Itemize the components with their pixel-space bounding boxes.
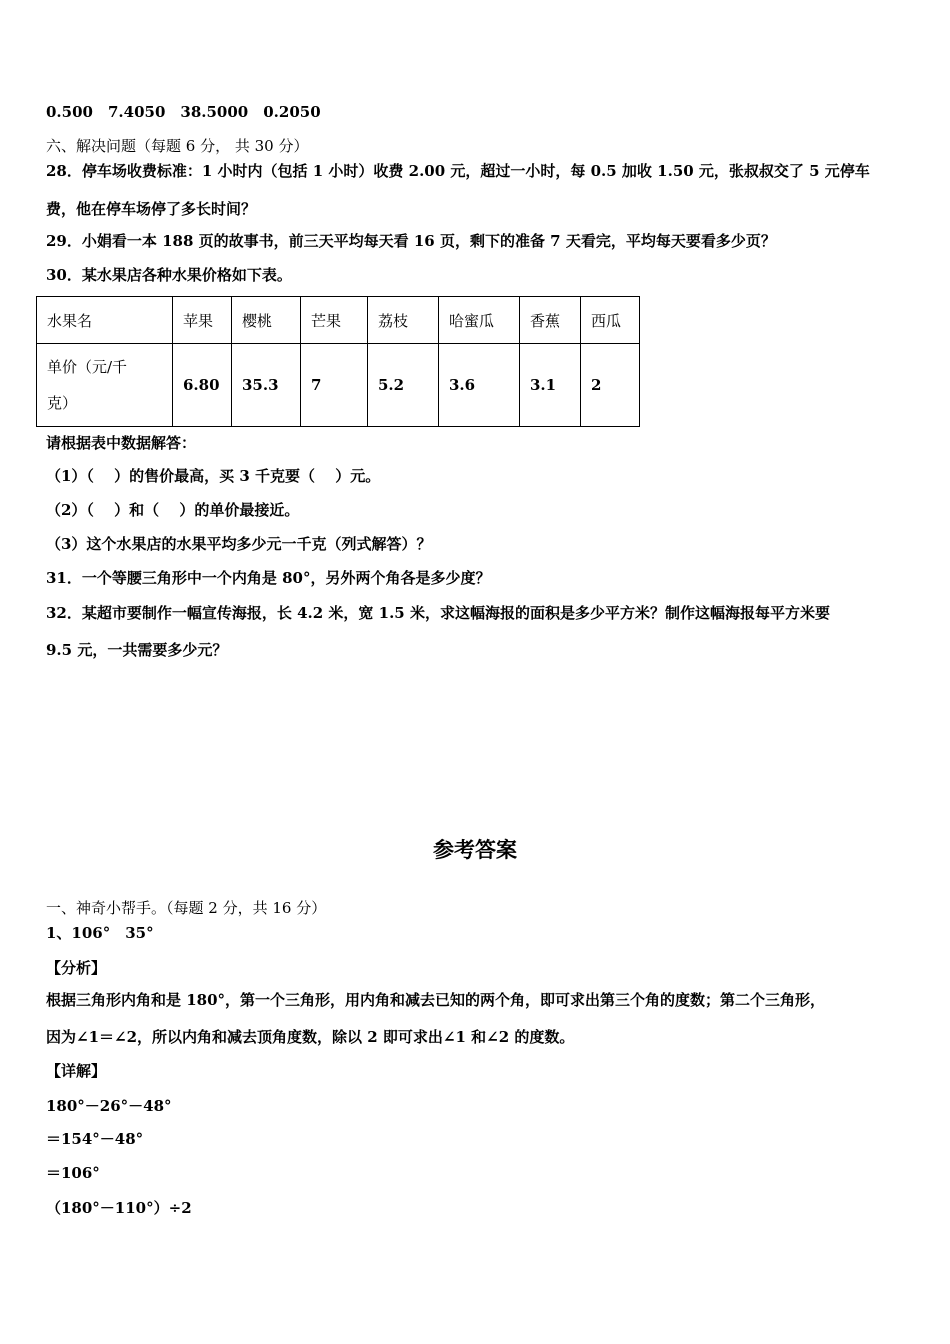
price-cell: 3.6 — [439, 344, 520, 427]
table-price-row — [37, 344, 640, 427]
question-32-line1: 32．某超市要制作一幅宣传海报，长 4.2 米，宽 1.5 米，求这幅海报的面积是多少平方米？制作这幅海报每平方米要 — [46, 604, 830, 622]
question-30: 30．某水果店各种水果价格如下表。 — [46, 266, 292, 284]
detail-label: 【详解】 — [46, 1062, 107, 1080]
calc-line1: 180°－26°－48° — [46, 1097, 172, 1115]
section-1-heading: 一、神奇小帮手。（每题 2 分，共 16 分） — [46, 899, 327, 917]
table-header-cell: 苹果 — [173, 297, 232, 344]
analysis-label: 【分析】 — [46, 959, 107, 977]
price-cell: 2 — [581, 344, 640, 427]
calc-line3: ＝106° — [46, 1164, 100, 1182]
table-header-cell: 哈蜜瓜 — [439, 297, 520, 344]
question-31: 31．一个等腰三角形中一个内角是 80°，另外两个角各是多少度？ — [46, 569, 491, 587]
answer-key-title: 参考答案 — [433, 838, 517, 862]
unit-price-label-line2: 克） — [47, 394, 78, 412]
calc-line2: ＝154°－48° — [46, 1130, 144, 1148]
price-cell: 5.2 — [368, 344, 439, 427]
table-header-cell: 樱桃 — [232, 297, 301, 344]
table-header-cell: 香蕉 — [520, 297, 581, 344]
question-28-line1: 28．停车场收费标准：1 小时内（包括 1 小时）收费 2.00 元，超过一小时，每 0.5 加收 1.50 元，张叔叔交了 5 元停车 — [46, 162, 870, 180]
section-6-heading: 六、解决问题（每题 6 分， 共 30 分） — [46, 137, 309, 155]
table-header-cell: 水果名 — [37, 297, 173, 344]
analysis-line1: 根据三角形内角和是 180°，第一个三角形，用内角和减去已知的两个角，即可求出第三个角的度数；第二个三角形， — [46, 991, 826, 1009]
unit-price-label-line1: 单价（元/千 — [47, 358, 128, 376]
question-28-line2: 费，他在停车场停了多长时间？ — [46, 200, 257, 218]
analysis-line2: 因为∠1＝∠2，所以内角和减去顶角度数，除以 2 即可求出∠1 和∠2 的度数。 — [46, 1028, 575, 1046]
unit-price-label — [37, 344, 173, 427]
table-header-cell: 荔枝 — [368, 297, 439, 344]
previous-answers: 0.500 7.4050 38.5000 0.2050 — [46, 103, 321, 121]
table-header-row — [37, 297, 640, 344]
table-instruction: 请根据表中数据解答： — [46, 434, 197, 452]
table-header-cell: 芒果 — [301, 297, 368, 344]
price-cell: 6.80 — [173, 344, 232, 427]
fruit-price-table — [36, 296, 640, 427]
price-cell: 35.3 — [232, 344, 301, 427]
table-header-cell: 西瓜 — [581, 297, 640, 344]
question-30-part3: （3）这个水果店的水果平均多少元一千克（列式解答）？ — [46, 535, 432, 553]
question-30-part1: （1）（ ）的售价最高，买 3 千克要（ ）元。 — [46, 467, 381, 485]
answer-1: 1、106° 35° — [46, 924, 154, 942]
price-cell: 7 — [301, 344, 368, 427]
question-30-part2: （2）（ ）和（ ）的单价最接近。 — [46, 501, 300, 519]
calc-line4: （180°－110°）÷2 — [46, 1199, 192, 1217]
price-cell: 3.1 — [520, 344, 581, 427]
question-29: 29．小娟看一本 188 页的故事书，前三天平均每天看 16 页，剩下的准备 7 天看完，平均每天要看多少页？ — [46, 232, 776, 250]
question-32-line2: 9.5 元，一共需要多少元？ — [46, 641, 228, 659]
